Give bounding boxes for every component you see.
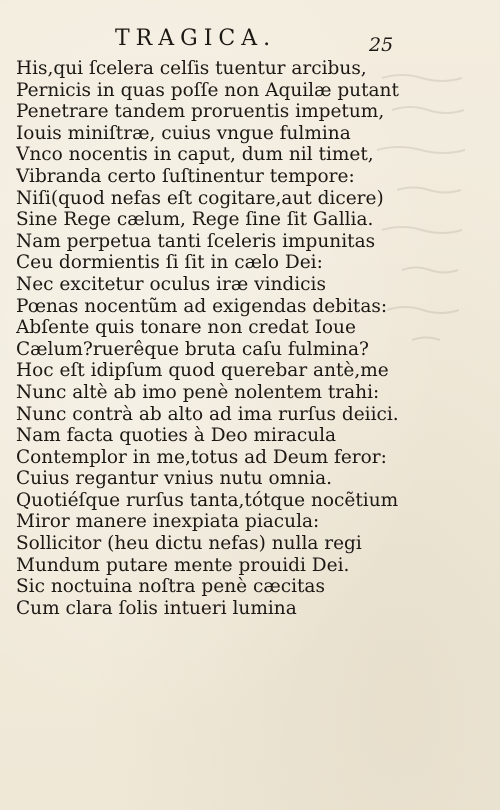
verse-line: Quotiéſque rurſus tanta,tótque nocẽtium xyxy=(16,489,399,511)
verse-line: His,qui ſcelera celſis tuentur arcibus, xyxy=(16,58,367,79)
verse-line: Mundum putare mente prouidi Dei. xyxy=(16,554,350,576)
verse-text-block xyxy=(16,58,496,619)
verse-line: Nec excitetur oculus iræ vindicis xyxy=(16,273,326,295)
verse-line: Nunc contrà ab alto ad ima rurſus deiici. xyxy=(16,403,399,425)
running-title: TRAGICA. xyxy=(115,26,277,51)
verse-line: Ceu dormientis ſi ſit in cælo Dei: xyxy=(16,252,323,274)
verse-line: Penetrare tandem proruentis impetum, xyxy=(16,101,385,123)
verse-line: Pœnas nocentũm ad exigendas debitas: xyxy=(16,295,388,317)
verse-line: Cum clara ſolis intueri lumina xyxy=(16,597,297,619)
verse-line: Pernicis in quas poſſe non Aquilæ putant xyxy=(16,79,399,101)
verse-line: Abſente quis tonare non credat Ioue xyxy=(16,317,356,339)
verse-line: Vibranda certo ſuſtinentur tempore: xyxy=(16,165,355,187)
verse-line: Sic noctuina noſtra penè cæcitas xyxy=(16,576,325,598)
verse-line: Miror manere inexpiata piacula: xyxy=(16,511,320,533)
page-number: 25 xyxy=(369,34,394,56)
verse-line: Cælum?ruerêque bruta caſu fulmina? xyxy=(16,338,369,360)
verse-line: Vnco nocentis in caput, dum nil timet, xyxy=(16,144,374,166)
verse-line: Hoc eſt idipſum quod querebar antè,me xyxy=(16,360,389,382)
verse-line: Niſi(quod nefas eſt cogitare,aut dicere) xyxy=(16,187,384,209)
verse-line: Sollicitor (heu dictu nefas) nulla regi xyxy=(16,533,362,555)
verse-line: Sine Rege cælum, Rege ſine ſit Gallia. xyxy=(16,209,374,231)
verse-line: Nunc altè ab imo penè nolentem trahi: xyxy=(16,381,380,403)
verse-line: Cuius regantur vnius nutu omnia. xyxy=(16,468,332,490)
verse-line: Iouis miniſtræ, cuius vngue fulmina xyxy=(16,122,351,144)
verse-line: Nam facta quoties à Deo miracula xyxy=(16,425,337,447)
verse-line: Nam perpetua tanti ſceleris impunitas xyxy=(16,230,376,252)
verse-line: Contemplor in me,totus ad Deum feror: xyxy=(16,446,387,468)
